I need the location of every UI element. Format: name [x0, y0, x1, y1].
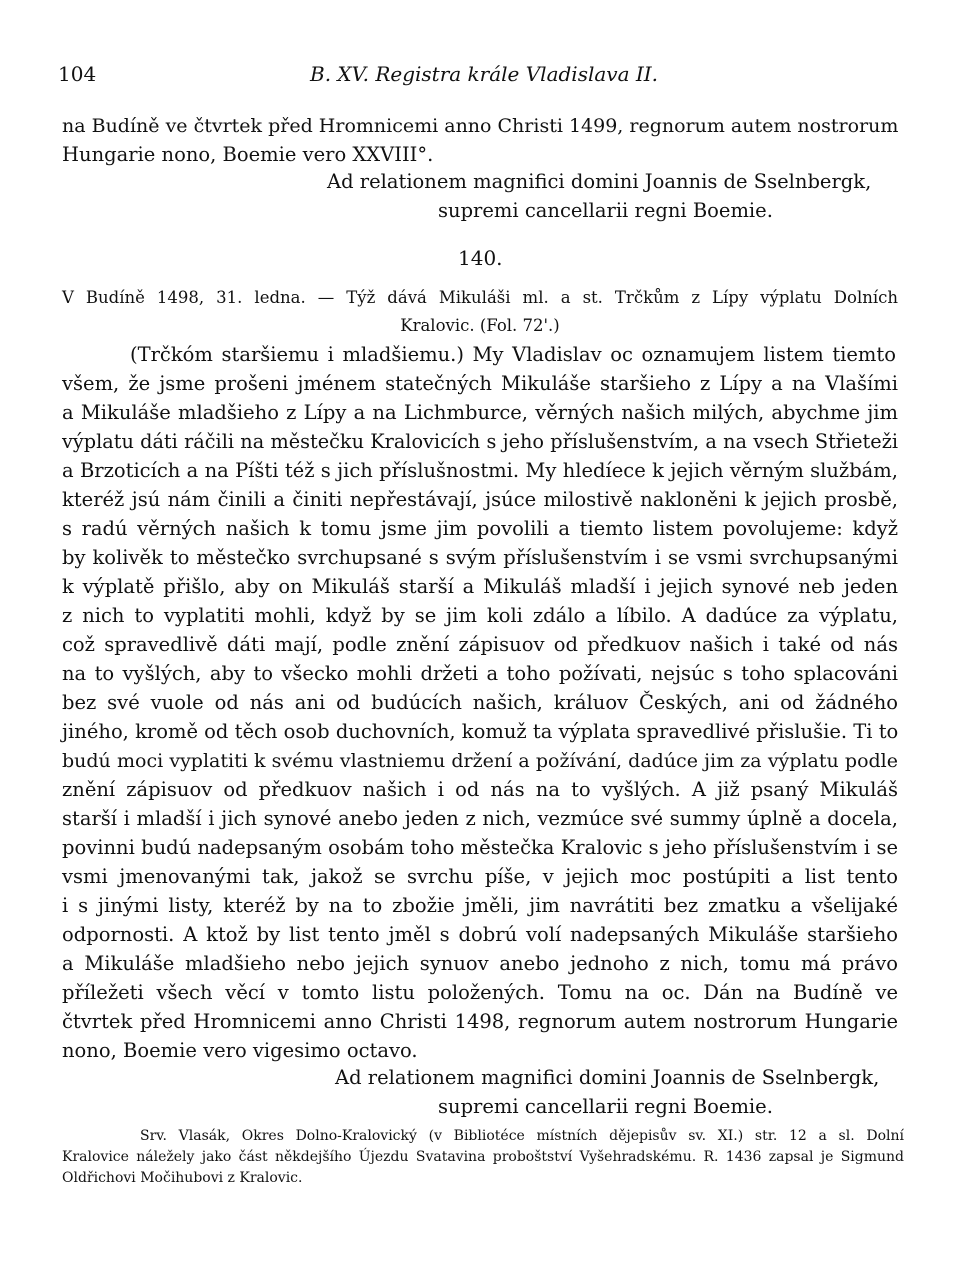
body-line: kteréž jsú nám činili a činiti nepřestávají, jsúce milostivě nakloněni k jejich prosbě,: [62, 488, 898, 511]
body-line: jiného, kromě od těch osob duchovních, komuž ta výplata spravedlivé přislušie. Ti to: [62, 720, 899, 743]
running-title: B. XV. Registra krále Vladislava II.: [310, 62, 659, 86]
footnote-line: Srv. Vlasák, Okres Dolno-Kralovický (v Bibliotéce místních dějepisův sv. XI.) str. 12 a sl. Dolní: [140, 1128, 904, 1144]
body-line: by kolivěk to městečko svrchupsané s svým příslušenstvím i se vsmi svrchupsanými: [62, 546, 898, 569]
body-line: (Trčkóm staršiemu i mladšiemu.) My Vladislav oc oznamujem listem tiemto: [130, 343, 896, 366]
relation-line: Ad relationem magnifici domini Joannis de Sselnbergk,: [327, 170, 872, 193]
body-line: i s jinými listy, kteréž by na to zbožie jměli, jim navrátiti bez zmatku a všelijaké: [62, 894, 898, 917]
body-line: a Brzoticích a na Píšti též s jich příslušnostmi. My hledíece k jejich věrným službám,: [62, 459, 898, 482]
body-line: k výplatě přišlo, aby on Mikuláš starší a Mikuláš mladší i jejich synové neb jeden: [62, 575, 898, 598]
body-line: starší i mladší i jich synové anebo jeden z nich, vezmúce své summy úplně a docela,: [62, 807, 898, 830]
body-line: příležeti všech věcí v tomto listu položených. Tomu na oc. Dán na Budíně ve: [62, 981, 898, 1004]
footnote-line: Oldřichovi Močihubovi z Kralovic.: [62, 1170, 303, 1186]
body-line: čtvrtek před Hromnicemi anno Christi 1498, regnorum autem nostrorum Hungarie: [62, 1010, 898, 1033]
body-line: z nich to vyplatiti mohli, když by se jim koli zdálo a líbilo. A dadúce za výplatu,: [62, 604, 898, 627]
regest-line: V Budíně 1498, 31. ledna. — Týž dává Mikuláši ml. a st. Trčkům z Lípy výplatu Dolních: [62, 288, 898, 307]
continuation-line: Hungarie nono, Boemie vero XXVIII°.: [62, 143, 434, 166]
body-line: výplatu dáti ráčili na městečku Kralovicích s jeho příslušenstvím, a na vsech Střieteži: [62, 430, 898, 453]
body-line: a Mikuláše mladšieho z Lípy a na Lichmburce, věrných našich milých, abychme jim: [62, 401, 898, 424]
body-line: vsmi jmenovanými tak, jakož se svrchu píše, v jejich moc postúpiti a list tento: [62, 865, 898, 888]
body-line: odpornosti. A ktož by list tento jměl s dobrú volí nadepsaných Mikuláše staršieho: [62, 923, 898, 946]
continuation-line: na Budíně ve čtvrtek před Hromnicemi anno Christi 1499, regnorum autem nostrorum: [62, 115, 899, 137]
body-line: bez své vuole od nás ani od budúcích našich, králuov Českých, ani od žádného: [62, 691, 898, 714]
page-number: 104: [58, 62, 97, 86]
body-line: a Mikuláše mladšieho nebo jejich synuov anebo jednoho z nich, tomu má právo: [62, 952, 898, 975]
regest-line: Kralovic. (Fol. 72'.): [400, 316, 560, 335]
body-line: povinni budú nadepsaným osobám toho městečka Kralovic s jeho příslušenstvím i se: [62, 836, 898, 859]
body-line: nono, Boemie vero vigesimo octavo.: [62, 1039, 418, 1062]
relation-line: supremi cancellarii regni Boemie.: [438, 1095, 773, 1118]
document-number: 140.: [458, 246, 503, 270]
body-line: s radú věrných našich k tomu jsme jim povolili a tiemto listem povolujeme: když: [62, 517, 898, 540]
body-line: všem, že jsme prošeni jménem statečných Mikuláše staršieho z Lípy a na Vlašími: [62, 372, 898, 395]
relation-line: Ad relationem magnifici domini Joannis de Sselnbergk,: [335, 1066, 880, 1089]
body-line: znění zápisuov od předkuov našich i od nás na to vyšlých. A již psaný Mikuláš: [62, 778, 898, 801]
footnote-line: Kralovice náležely jako část někdejšího Újezdu Svatavina proboštství Vyšehradskému. R. 1436 zapsal je Sigmund: [62, 1149, 904, 1165]
body-line: budú moci vyplatiti k svému vlastniemu držení a požívání, dadúce jim za výplatu podle: [62, 750, 898, 772]
body-line: což spravedlivě dáti mají, podle znění zápisuov od předkuov našich i také od nás: [62, 633, 898, 656]
relation-line: supremi cancellarii regni Boemie.: [438, 199, 773, 222]
body-line: na to vyšlých, aby to všecko mohli držeti a toho požívati, nejsúc s toho splacováni: [62, 662, 898, 685]
